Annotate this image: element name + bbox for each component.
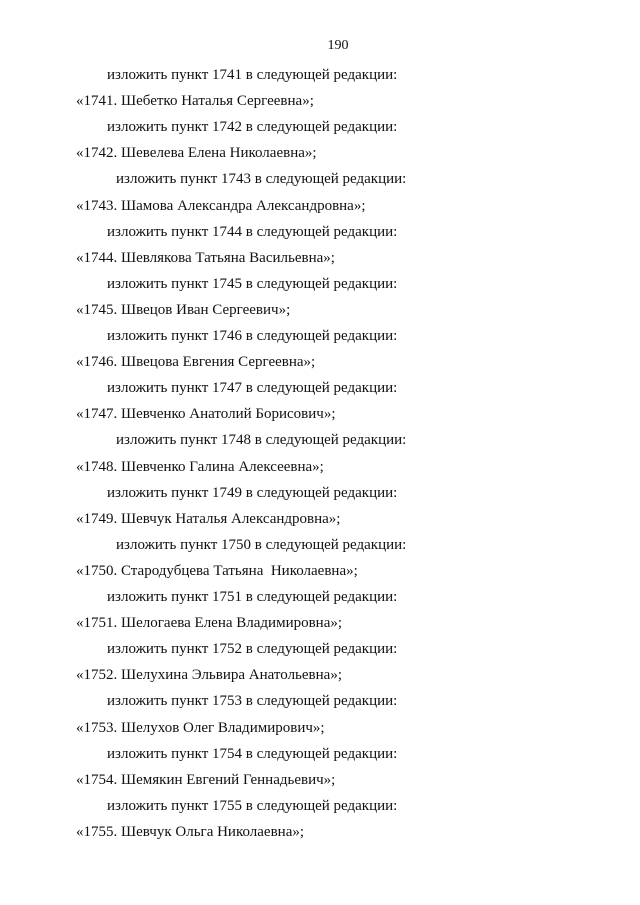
amendment-instruction: изложить пункт 1743 в следующей редакции: bbox=[116, 171, 407, 188]
amendment-entry: «1741. Шебетко Наталья Сергеевна»; bbox=[76, 93, 314, 110]
amendment-entry: «1745. Швецов Иван Сергеевич»; bbox=[76, 301, 291, 318]
amendment-instruction: изложить пункт 1749 в следующей редакции: bbox=[107, 484, 398, 501]
amendment-entry: «1748. Шевченко Галина Алексеевна»; bbox=[76, 458, 324, 475]
amendment-instruction: изложить пункт 1752 в следующей редакции: bbox=[107, 641, 398, 658]
amendment-entry: «1746. Швецова Евгения Сергеевна»; bbox=[76, 354, 316, 371]
amendment-instruction: изложить пункт 1747 в следующей редакции: bbox=[107, 380, 398, 397]
amendment-entry: «1753. Шелухов Олег Владимирович»; bbox=[76, 719, 325, 736]
amendment-entry: «1754. Шемякин Евгений Геннадьевич»; bbox=[76, 771, 336, 788]
page-number: 190 bbox=[327, 38, 349, 53]
amendment-entry: «1749. Шевчук Наталья Александровна»; bbox=[76, 510, 341, 527]
amendment-entry: «1750. Стародубцева Татьяна Николаевна»; bbox=[76, 562, 358, 579]
amendment-instruction: изложить пункт 1742 в следующей редакции: bbox=[107, 119, 398, 136]
amendment-entry: «1747. Шевченко Анатолий Борисович»; bbox=[76, 406, 336, 423]
amendment-entry: «1755. Шевчук Ольга Николаевна»; bbox=[76, 823, 305, 840]
amendment-instruction: изложить пункт 1751 в следующей редакции: bbox=[107, 589, 398, 605]
amendment-instruction: изложить пункт 1750 в следующей редакции: bbox=[116, 536, 407, 553]
amendment-instruction: изложить пункт 1744 в следующей редакции: bbox=[107, 223, 398, 240]
amendment-instruction: изложить пункт 1753 в следующей редакции: bbox=[107, 693, 398, 710]
amendment-instruction: изложить пункт 1754 в следующей редакции: bbox=[107, 745, 398, 762]
amendment-entry: «1751. Шелогаева Елена Владимировна»; bbox=[76, 615, 343, 632]
amendment-instruction: изложить пункт 1745 в следующей редакции: bbox=[107, 275, 398, 292]
amendment-entry: «1752. Шелухина Эльвира Анатольевна»; bbox=[76, 667, 342, 684]
amendment-instruction: изложить пункт 1741 в следующей редакции: bbox=[107, 67, 398, 83]
amendment-entry: «1744. Шевлякова Татьяна Васильевна»; bbox=[76, 249, 335, 266]
amendment-entry: «1742. Шевелева Елена Николаевна»; bbox=[76, 145, 317, 162]
amendment-instruction: изложить пункт 1746 в следующей редакции: bbox=[107, 328, 398, 344]
amendment-entry: «1743. Шамова Александра Александровна»; bbox=[76, 197, 366, 214]
amendment-instruction: изложить пункт 1755 в следующей редакции: bbox=[107, 797, 398, 814]
amendment-instruction: изложить пункт 1748 в следующей редакции: bbox=[116, 432, 407, 449]
